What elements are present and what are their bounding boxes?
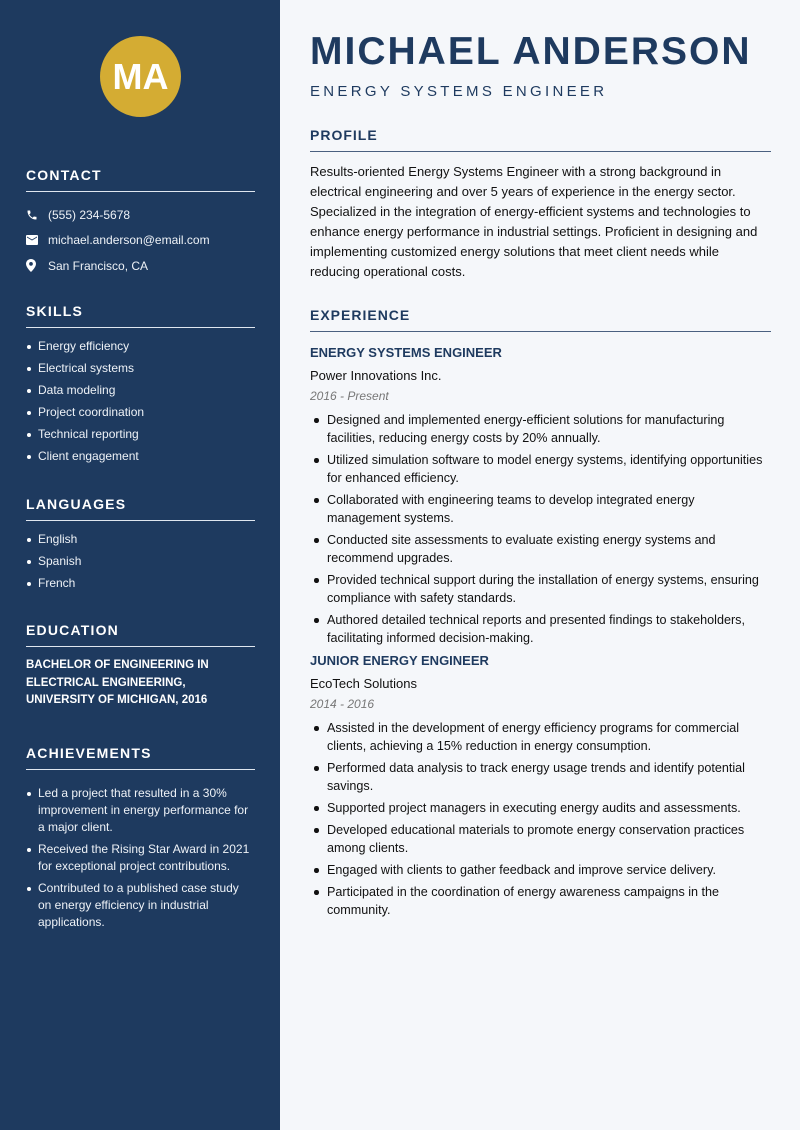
language-item: Spanish <box>26 550 255 572</box>
skill-item: Client engagement <box>26 445 255 467</box>
job-entry <box>310 653 771 919</box>
contact-section <box>26 167 255 279</box>
education-section <box>26 622 255 710</box>
job-bullet: Designed and implemented energy-efficient solutions for manufacturing facilities, reducing energy costs by 20% annually. <box>310 411 771 447</box>
sidebar <box>0 0 280 1130</box>
skills-heading: SKILLS <box>26 303 255 328</box>
job-bullet: Performed data analysis to track energy usage trends and identify potential savings. <box>310 759 771 795</box>
languages-heading: LANGUAGES <box>26 496 255 521</box>
job-bullet: Utilized simulation software to model energy systems, identifying opportunities for enhanced efficiency. <box>310 451 771 487</box>
achievements-section <box>26 745 255 936</box>
job-company: EcoTech Solutions <box>310 676 417 691</box>
location-icon <box>26 259 48 272</box>
job-dates: 2014 - 2016 <box>310 697 375 711</box>
experience-heading: EXPERIENCE <box>310 307 771 332</box>
candidate-title: ENERGY SYSTEMS ENGINEER <box>310 83 608 100</box>
job-bullet: Engaged with clients to gather feedback and improve service delivery. <box>310 861 771 879</box>
experience-section <box>310 307 771 923</box>
phone-icon <box>26 209 48 221</box>
job-bullet: Conducted site assessments to evaluate existing energy systems and recommend upgrades. <box>310 531 771 567</box>
skill-item: Data modeling <box>26 379 255 401</box>
job-title: JUNIOR ENERGY ENGINEER <box>310 653 489 668</box>
job-bullet: Authored detailed technical reports and presented findings to stakeholders, facilitating informed decision-making. <box>310 611 771 647</box>
location-text: San Francisco, CA <box>48 258 149 273</box>
contact-heading: CONTACT <box>26 167 255 192</box>
avatar: MA <box>100 36 181 117</box>
email-icon <box>26 235 48 245</box>
skill-item: Project coordination <box>26 401 255 423</box>
job-bullet: Developed educational materials to promote energy conservation practices among clients. <box>310 821 771 857</box>
skill-item: Technical reporting <box>26 423 255 445</box>
profile-text: Results-oriented Energy Systems Engineer with a strong background in electrical engineering and over 5 years of experience in the energy sector. Specialized in the integration of energy-efficient systems and technologies to enhance energy performance in industrial settings. Proficient in designing and implementing customized energy solutions that meet client needs while reducing operational costs. <box>310 164 758 279</box>
language-item: English <box>26 528 255 550</box>
education-text: BACHELOR OF ENGINEERING IN ELECTRICAL ENGINEERING, UNIVERSITY OF MICHIGAN, 2016 <box>26 659 209 706</box>
job-bullet: Assisted in the development of energy efficiency programs for commercial clients, achieving a 15% reduction in energy consumption. <box>310 719 771 755</box>
profile-section <box>310 127 771 282</box>
achievement-item: Received the Rising Star Award in 2021 for exceptional project contributions. <box>26 841 255 875</box>
phone-text: (555) 234-5678 <box>48 207 131 222</box>
languages-section <box>26 496 255 594</box>
job-bullet: Collaborated with engineering teams to develop integrated energy management systems. <box>310 491 771 527</box>
achievements-heading: ACHIEVEMENTS <box>26 745 255 770</box>
job-company: Power Innovations Inc. <box>310 368 442 383</box>
job-bullet: Supported project managers in executing energy audits and assessments. <box>310 799 771 817</box>
skill-item: Energy efficiency <box>26 335 255 357</box>
education-heading: EDUCATION <box>26 622 255 647</box>
job-dates: 2016 - Present <box>310 389 389 403</box>
achievement-item: Led a project that resulted in a 30% improvement in energy performance for a major client. <box>26 785 255 836</box>
language-item: French <box>26 572 255 594</box>
email-text: michael.anderson@email.com <box>48 233 210 248</box>
job-bullet: Participated in the coordination of energy awareness campaigns in the community. <box>310 883 771 919</box>
job-entry <box>310 345 771 647</box>
job-bullet: Provided technical support during the installation of energy systems, ensuring compliance with safety standards. <box>310 571 771 607</box>
skill-item: Electrical systems <box>26 357 255 379</box>
profile-heading: PROFILE <box>310 127 771 152</box>
candidate-name: MICHAEL ANDERSON <box>310 30 752 73</box>
skills-section <box>26 303 255 467</box>
achievement-item: Contributed to a published case study on energy efficiency in industrial applications. <box>26 880 255 931</box>
job-title: ENERGY SYSTEMS ENGINEER <box>310 345 502 360</box>
